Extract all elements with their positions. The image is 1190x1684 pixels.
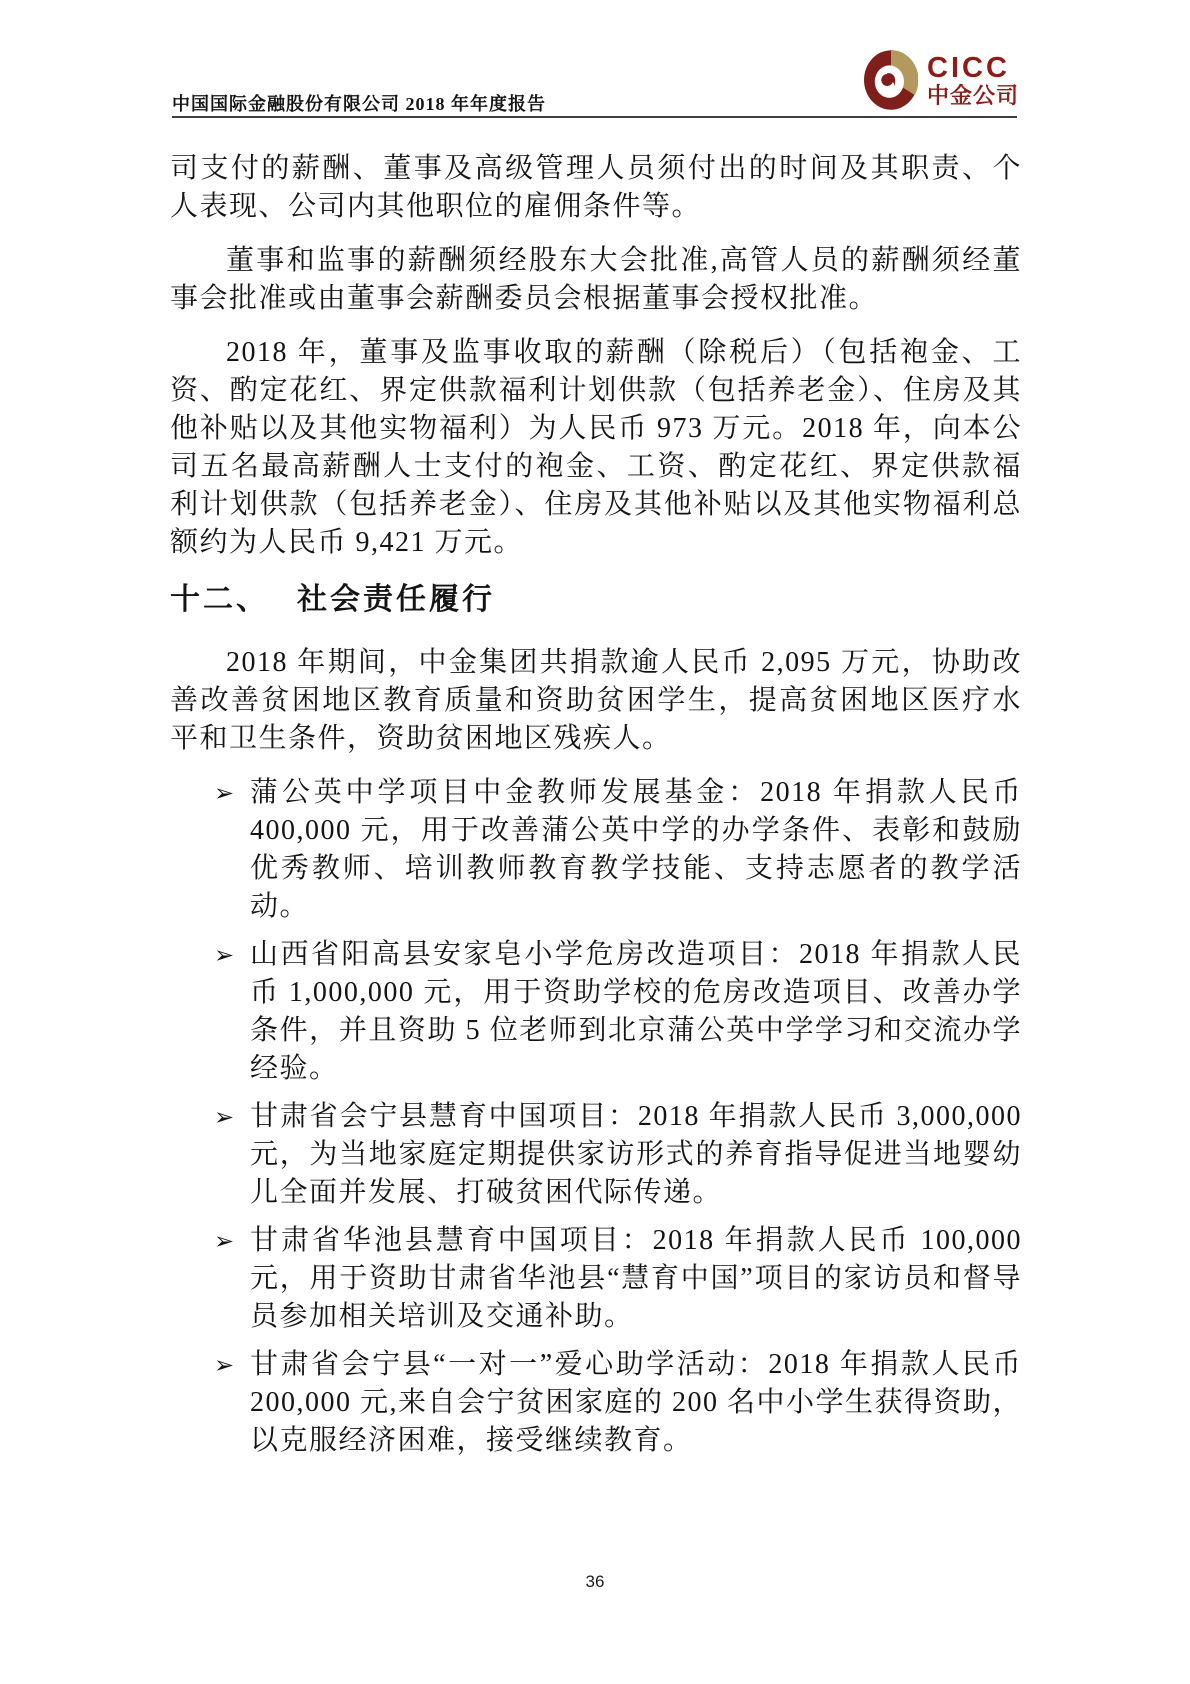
list-item [170,1098,1022,1212]
cicc-logo-en: CICC [927,51,1010,84]
arrow-bullet-icon: ➢ [214,1227,236,1255]
page-number: 36 [585,1572,605,1591]
cicc-logo [864,50,1019,110]
list-item [170,1346,1022,1460]
list-item [170,936,1022,1088]
donation-item-text: 蒲公英中学项目中金教师发展基金：2018 年捐款人民币 400,000 元，用于改善蒲公英中学的办学条件、表彰和鼓励优秀教师、培训教师教育教学技能、支持志愿者的教学活动。 [250,777,1022,922]
paragraph-compensation-factors: 司支付的薪酬、董事及高级管理人员须付出的时间及其职责、个人表现、公司内其他职位的雇佣条件等。 [170,153,1022,222]
paragraph-csr-intro: 2018 年期间，中金集团共捐款逾人民币 2,095 万元，协助改善改善贫困地区教育质量和资助贫困学生，提高贫困地区医疗水平和卫生条件，资助贫困地区残疾人。 [170,647,1022,754]
section-title: 社会责任履行 [297,583,495,616]
arrow-bullet-icon: ➢ [214,1351,236,1379]
list-item [170,1222,1022,1336]
header-divider [172,116,1017,118]
donation-item-text: 甘肃省会宁县慧育中国项目：2018 年捐款人民币 3,000,000 元，为当地家庭定期提供家访形式的养育指导促进当地婴幼儿全面并发展、打破贫困代际传递。 [250,1101,1022,1208]
section-number: 十二、 [170,583,269,616]
paragraph-approval-process: 董事和监事的薪酬须经股东大会批准,高管人员的薪酬须经董事会批准或由董事会薪酬委员会根据董事会授权批准。 [170,245,1022,314]
donation-item-text: 甘肃省会宁县“一对一”爱心助学活动：2018 年捐款人民币 200,000 元,来自会宁贫困家庭的 200 名中小学生获得资助，以克服经济困难，接受继续教育。 [250,1349,1023,1456]
arrow-bullet-icon: ➢ [214,779,236,807]
donation-item-text: 山西省阳高县安家皂小学危房改造项目：2018 年捐款人民币 1,000,000 元，用于资助学校的危房改造项目、改善办学条件，并且资助 5 位老师到北京蒲公英中学学习和交流办学经验。 [250,939,1022,1084]
section-heading [170,578,1022,622]
cicc-logo-icon [864,50,918,110]
page-content [170,150,1022,1470]
cicc-logo-cn: 中金公司 [927,82,1020,108]
donation-list [170,774,1022,1460]
donation-item-text: 甘肃省华池县慧育中国项目：2018 年捐款人民币 100,000 元，用于资助甘肃省华池县“慧育中国”项目的家访员和督导员参加相关培训及交通补助。 [250,1225,1022,1332]
arrow-bullet-icon: ➢ [214,1103,236,1131]
list-item [170,774,1022,926]
arrow-bullet-icon: ➢ [214,941,236,969]
paragraph-2018-remuneration: 2018 年，董事及监事收取的薪酬（除税后）（包括袍金、工资、酌定花红、界定供款福利计划供款（包括养老金）、住房及其他补贴以及其他实物福利）为人民币 973 万元。2018 年，向本公司五名最高薪酬人士支付的袍金、工资、酌定花红、界定供款福利计划供款（包括养老金）、住房及其他补贴以及其他实物福利总额约为人民币 9,421 万元。 [170,337,1022,558]
report-header-title: 中国国际金融股份有限公司 2018 年年度报告 [172,94,546,114]
cicc-logo-text [927,51,1020,108]
